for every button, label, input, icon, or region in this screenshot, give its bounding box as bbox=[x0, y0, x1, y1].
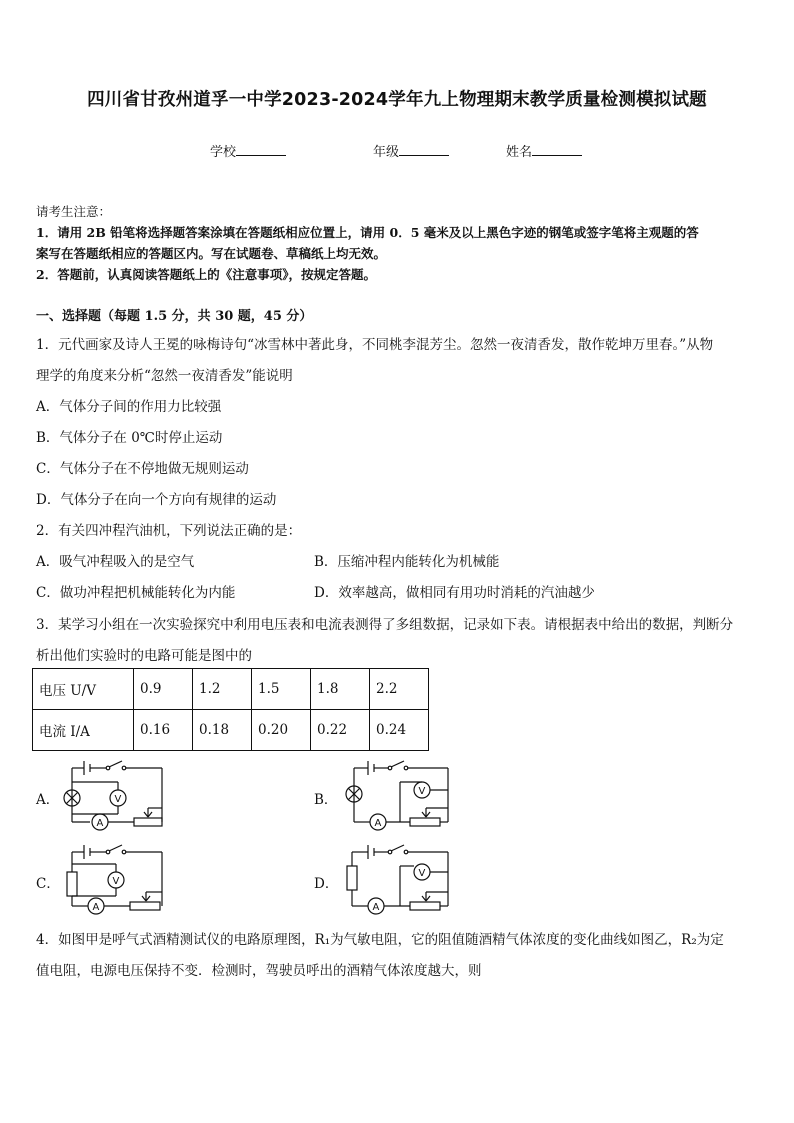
q1-option-b: B．气体分子在 0℃时停止运动 bbox=[36, 430, 223, 446]
circuit-diagram-b bbox=[344, 758, 454, 830]
section-heading: 一、选择题（每题 1.5 分，共 30 题，45 分） bbox=[36, 309, 313, 324]
current-header: 电流 I/A bbox=[33, 710, 134, 751]
q4-stem-line-2: 值电阻，电源电压保持不变．检测时，驾驶员呼出的酒精气体浓度越大，则 bbox=[36, 963, 482, 979]
name-field bbox=[506, 141, 582, 160]
grade-blank[interactable] bbox=[399, 143, 449, 156]
q1-option-c: C．气体分子在不停地做无规则运动 bbox=[36, 461, 249, 477]
grade-label: 年级 bbox=[373, 145, 400, 160]
q1-option-a: A．气体分子间的作用力比较强 bbox=[36, 399, 222, 415]
name-label: 姓名 bbox=[506, 145, 533, 160]
q4-stem-line-1: 4．如图甲是呼气式酒精测试仪的电路原理图，R₁为气敏电阻，它的阻值随酒精气体浓度的变化曲线如图乙，R₂为定 bbox=[36, 932, 724, 948]
current-cell: 0.20 bbox=[252, 710, 311, 751]
q2-option-d: D．效率越高，做相同有用功时消耗的汽油越少 bbox=[314, 585, 595, 601]
notice-head: 请考生注意： bbox=[36, 204, 112, 219]
q3-option-c-label: C． bbox=[36, 876, 60, 892]
circuit-diagram-c bbox=[58, 842, 168, 914]
resistor-icon bbox=[67, 872, 77, 896]
name-blank[interactable] bbox=[532, 143, 582, 156]
current-cell: 0.18 bbox=[193, 710, 252, 751]
q2-stem: 2．有关四冲程汽油机，下列说法正确的是： bbox=[36, 523, 302, 539]
notice-item-1-line-2: 案写在答题纸相应的答题区内。写在试题卷、草稿纸上均无效。 bbox=[36, 246, 387, 261]
circuit-diagram-a bbox=[58, 758, 168, 830]
notice-item-1-line-1: 1．请用 2B 铅笔将选择题答案涂填在答题纸相应位置上，请用 0．5 毫米及以上黑色字迹的钢笔或签字笔将主观题的答 bbox=[36, 225, 699, 240]
q2-option-c: C．做功冲程把机械能转化为内能 bbox=[36, 585, 236, 601]
current-cell: 0.22 bbox=[311, 710, 370, 751]
exam-notice bbox=[36, 201, 766, 285]
voltmeter-label: V bbox=[114, 794, 122, 805]
voltage-cell: 1.2 bbox=[193, 669, 252, 710]
notice-item-2: 2．答题前，认真阅读答题纸上的《注意事项》，按规定答题。 bbox=[36, 267, 376, 282]
q3-option-a-label: A． bbox=[36, 792, 60, 808]
q1-option-d: D．气体分子在向一个方向有规律的运动 bbox=[36, 492, 277, 508]
rheostat-icon bbox=[134, 818, 162, 826]
table-row bbox=[33, 669, 429, 710]
q1-stem-line-1: 1．元代画家及诗人王冕的咏梅诗句“冰雪林中著此身，不同桃李混芳尘。忽然一夜清香发，散作乾坤万里春。”从物 bbox=[36, 337, 714, 353]
q3-option-d-label: D． bbox=[314, 876, 339, 892]
q2-option-a: A．吸气冲程吸入的是空气 bbox=[36, 554, 195, 570]
rheostat-icon bbox=[410, 902, 440, 910]
voltage-cell: 0.9 bbox=[134, 669, 193, 710]
rheostat-icon bbox=[410, 818, 440, 826]
school-label: 学校 bbox=[210, 145, 237, 160]
q2-option-b: B．压缩冲程内能转化为机械能 bbox=[314, 554, 500, 570]
school-blank[interactable] bbox=[236, 143, 286, 156]
voltage-cell: 2.2 bbox=[370, 669, 429, 710]
q1-stem-line-2: 理学的角度来分析“忽然一夜清香发”能说明 bbox=[36, 368, 293, 384]
voltage-cell: 1.8 bbox=[311, 669, 370, 710]
voltmeter-label: V bbox=[418, 868, 426, 879]
school-field bbox=[210, 141, 286, 160]
q3-stem-line-1: 3．某学习小组在一次实验探究中利用电压表和电流表测得了多组数据，记录如下表。请根据表中给出的数据，判断分 bbox=[36, 617, 734, 633]
ammeter-label: A bbox=[372, 902, 380, 913]
voltmeter-label: V bbox=[112, 876, 120, 887]
exam-title: 四川省甘孜州道孚一中学2023-2024学年九上物理期末教学质量检测模拟试题 bbox=[87, 90, 707, 110]
grade-field bbox=[373, 141, 449, 160]
ammeter-label: A bbox=[92, 902, 100, 913]
voltage-cell: 1.5 bbox=[252, 669, 311, 710]
current-cell: 0.24 bbox=[370, 710, 429, 751]
ammeter-label: A bbox=[374, 818, 382, 829]
table-row bbox=[33, 710, 429, 751]
voltage-header: 电压 U/V bbox=[33, 669, 134, 710]
voltmeter-label: V bbox=[418, 786, 426, 797]
current-cell: 0.16 bbox=[134, 710, 193, 751]
circuit-diagram-d bbox=[344, 842, 454, 914]
ammeter-label: A bbox=[96, 818, 104, 829]
resistor-icon bbox=[347, 866, 357, 890]
q3-data-table bbox=[32, 668, 429, 751]
q3-stem-line-2: 析出他们实验时的电路可能是图中的 bbox=[36, 648, 252, 664]
q3-option-b-label: B． bbox=[314, 792, 338, 808]
rheostat-icon bbox=[130, 902, 160, 910]
